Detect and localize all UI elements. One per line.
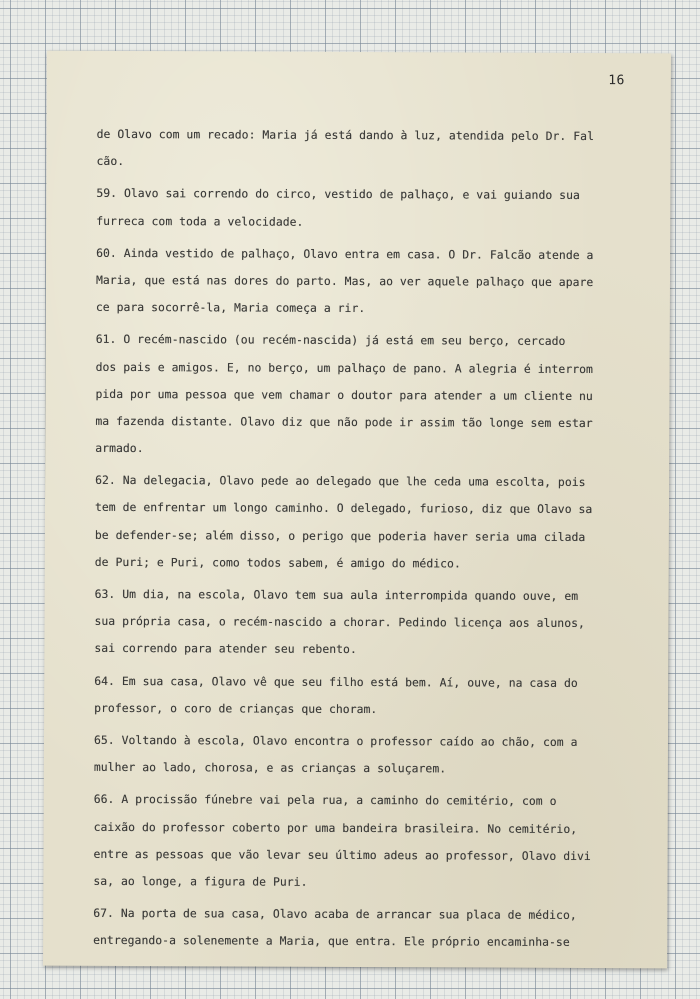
paragraph-65 [94, 727, 634, 784]
paragraph-63 [94, 581, 634, 665]
text-line: professor, o coro de crianças que choram. [94, 700, 378, 716]
paragraph-64 [94, 667, 634, 724]
text-line: caixão do professor coberto por uma bandeira brasileira. No cemitério, [93, 819, 578, 836]
text-line: pida por uma pessoa que vem chamar o doutor para atender a um cliente nu [95, 386, 593, 403]
page-body [93, 121, 637, 957]
text-line: ce para socorrê-la, Maria começa a rir. [95, 299, 366, 316]
paragraph-61 [95, 326, 636, 464]
paragraph-continuation [96, 121, 636, 178]
paragraph-67 [93, 900, 633, 957]
text-line: dos pais e amigos. E, no berço, um palhaço de pano. A alegria é interrom [95, 359, 594, 376]
typewritten-page [43, 51, 671, 969]
text-line: mulher ao lado, chorosa, e as crianças a soluçarem. [93, 759, 447, 776]
paragraph-66 [93, 786, 633, 897]
text-line: de Puri; e Puri, como todos sabem, é amigo do médico. [94, 554, 461, 571]
text-line: 64. Em sua casa, Olavo vê que seu filho está bem. Aí, ouve, na casa do [94, 673, 578, 690]
text-line: 63. Um dia, na escola, Olavo tem sua aula interrompida quando ouve, em [94, 586, 579, 603]
text-line: cão. [96, 154, 125, 169]
text-line: tem de enfrentar um longo caminho. O delegado, furioso, diz que Olavo sa [94, 500, 593, 517]
text-line: de Olavo com um recado: Maria já está dando à luz, atendida pelo Dr. Fal [96, 126, 595, 144]
text-line: ma fazenda distante. Olavo diz que não pode ir assim tão longe sem estar [95, 413, 593, 430]
text-line: 61. O recém-nascido (ou recém-nascida) já está em seu berço, cercado [95, 332, 566, 349]
text-line: 59. Olavo sai correndo do circo, vestido de palhaço, e vai guiando sua [96, 186, 580, 203]
text-line: 67. Na porta de sua casa, Olavo acaba de arrancar sua placa de médico, [93, 905, 577, 923]
text-line: 62. Na delegacia, Olavo pede ao delegado que lhe ceda uma escolta, pois [95, 473, 586, 490]
text-line: sa, ao longe, a figura de Puri. [93, 873, 308, 889]
page-number: 16 [608, 73, 625, 89]
paragraph-60 [96, 240, 636, 324]
text-line: 65. Voltando à escola, Olavo encontra o professor caído ao chão, com a [93, 732, 578, 749]
text-line: furreca com toda a velocidade. [96, 213, 304, 229]
text-line: entre as pessoas que vão levar seu último adeus ao professor, Olavo divi [93, 846, 591, 863]
text-line: 60. Ainda vestido de palhaço, Olavo entra em casa. O Dr. Falcão atende a [96, 245, 594, 262]
text-line: sua própria casa, o recém-nascido a chorar. Pedindo licença aos alunos, [94, 614, 585, 631]
text-line: armado. [95, 440, 144, 456]
paragraph-59 [96, 180, 636, 237]
text-line: 66. A procissão fúnebre vai pela rua, a caminho do cemitério, com o [93, 792, 557, 809]
paragraph-62 [95, 467, 635, 578]
text-line: Maria, que está nas dores do parto. Mas, ao ver aquele palhaço que apare [95, 272, 594, 289]
text-line: be defender-se; além disso, o perigo que poderia haver seria uma cilada [94, 527, 586, 544]
text-line: sai correndo para atender seu rebento. [94, 641, 357, 657]
text-line: entregando-a solenemente a Maria, que entra. Ele próprio encaminha-se [93, 933, 570, 950]
